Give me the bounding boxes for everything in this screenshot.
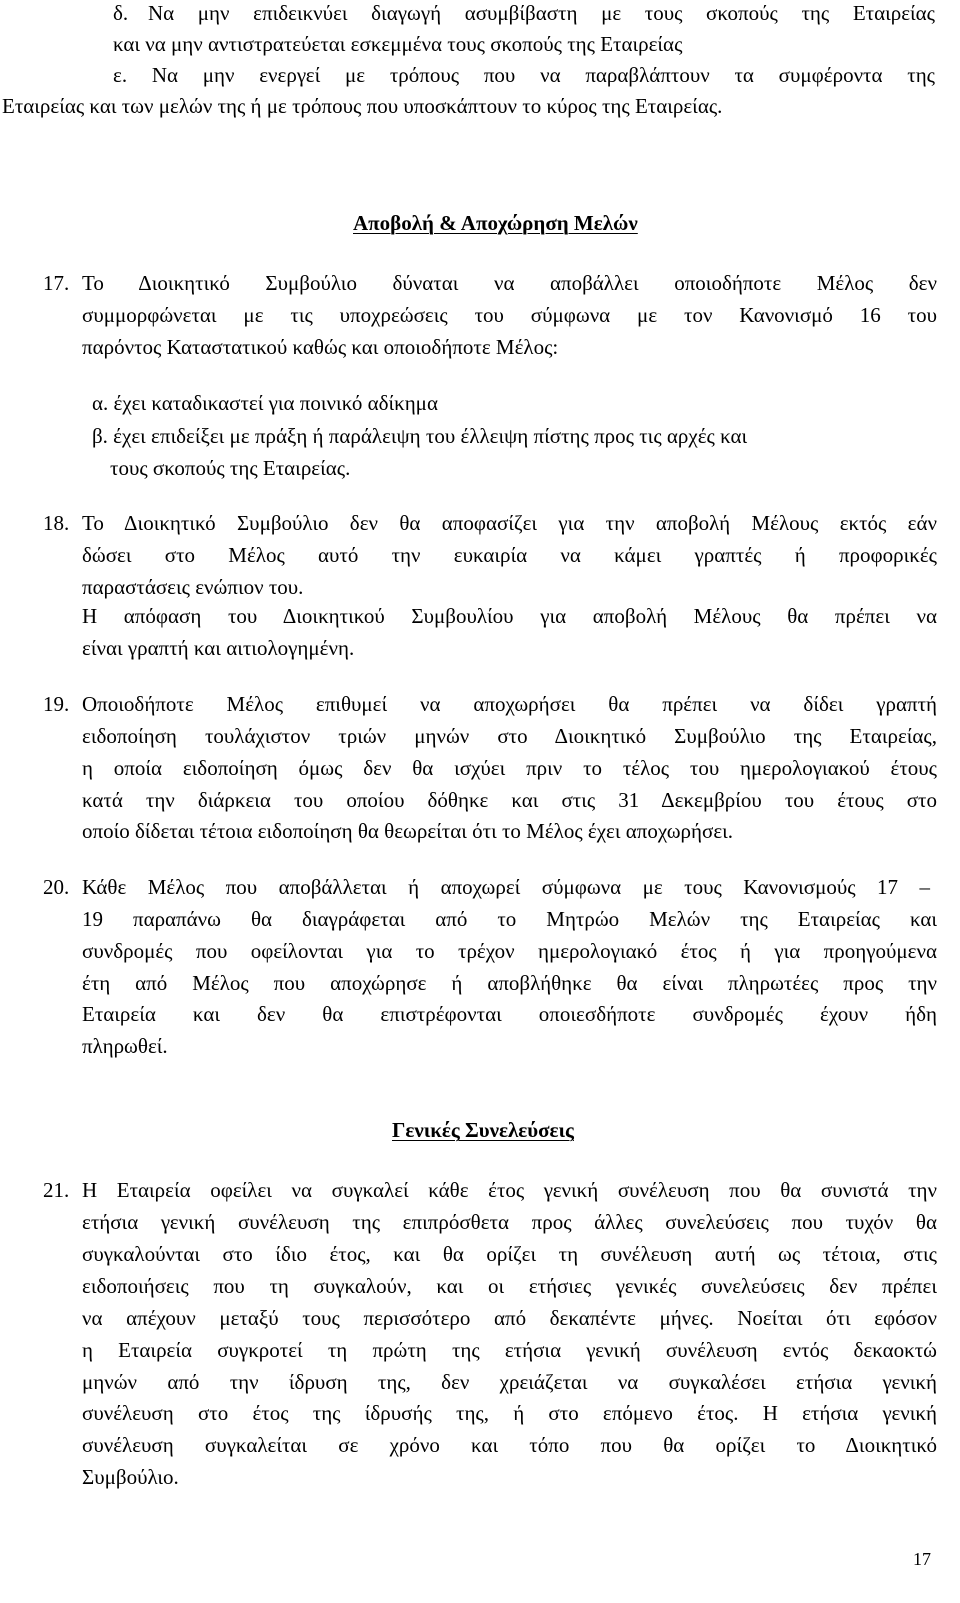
- clause-21-line: η Εταιρεία συγκροτεί τη πρώτη της ετήσια γενική συνέλευση εντός δεκαοκτώ: [82, 1338, 937, 1362]
- clause-19-line: κατά την διάρκεια του οποίου δόθηκε και στις 31 Δεκεμβρίου του έτους στο: [82, 788, 937, 812]
- clause-21-line: συνέλευση συγκαλείται σε χρόνο και τόπο που θα ορίζει το Διοικητικό: [82, 1433, 937, 1457]
- clause-21-line: συνέλευση στο έτος της ίδρυσής της, ή στο επόμενο έτος. Η ετήσια γενική: [82, 1401, 937, 1425]
- item-delta-line1: Να μην επιδεικνύει διαγωγή ασυμβίβαστη με τους σκοπούς της Εταιρείας: [148, 1, 935, 25]
- clause-19-number: 19.: [43, 692, 70, 716]
- clause-19-line: ειδοποίηση τουλάχιστον τριών μηνών στο Διοικητικό Συμβούλιο της Εταιρείας,: [82, 724, 937, 748]
- clause-17-number: 17.: [43, 271, 70, 295]
- clause-21-line: Η Εταιρεία οφείλει να συγκαλεί κάθε έτος γενική συνέλευση που θα συνιστά την: [82, 1178, 937, 1202]
- clause-21-line: μηνών από την ίδρυση της, δεν χρειάζεται να συγκαλέσει ετήσια γενική: [82, 1370, 937, 1394]
- clause-20-line: 19 παραπάνω θα διαγράφεται από το Μητρώο Μελών της Εταιρείας και: [82, 907, 937, 931]
- clause-21-line: ετήσια γενική συνέλευση της επιπρόσθετα προς άλλες συνελεύσεις που τυχόν θα: [82, 1210, 937, 1234]
- clause-21-line: να απέχουν μεταξύ τους περισσότερο από δεκαπέντε μήνες. Νοείται ότι εφόσον: [82, 1306, 937, 1330]
- clause-18-line: Η απόφαση του Διοικητικού Συμβουλίου για αποβολή Μέλους θα πρέπει να: [82, 604, 937, 628]
- clause-18-line: είναι γραπτή και αιτιολογημένη.: [82, 636, 355, 660]
- clause-21-line: συγκαλούνται στο ίδιο έτος, και θα ορίζει τη συνέλευση αυτή ως τέτοια, στις: [82, 1242, 937, 1266]
- clause-17-item-a: α. έχει καταδικαστεί για ποινικό αδίκημα: [92, 391, 438, 415]
- section-heading-general-meetings: Γενικές Συνελεύσεις: [392, 1118, 574, 1142]
- clause-20-line: συνδρομές που οφείλονται για το τρέχον ημερολογιακό έτος ή για προηγούμενα: [82, 939, 937, 963]
- clause-21-number: 21.: [43, 1178, 70, 1202]
- clause-17-line: παρόντος Καταστατικού καθώς και οποιοδήποτε Μέλος:: [82, 335, 559, 359]
- clause-17-line: Το Διοικητικό Συμβούλιο δύναται να αποβάλλει οποιοδήποτε Μέλος δεν: [82, 271, 937, 295]
- clause-19-line: η οποία ειδοποίηση όμως δεν θα ισχύει πριν το τέλος του ημερολογιακού έτους: [82, 756, 937, 780]
- clause-18-number: 18.: [43, 511, 70, 535]
- page-number: 17: [913, 1549, 931, 1569]
- clause-20-line: πληρωθεί.: [82, 1034, 168, 1058]
- item-delta-line2: και να μην αντιστρατεύεται εσκεμμένα τους σκοπούς της Εταιρείας: [113, 32, 683, 56]
- clause-19-line: οποίο δίδεται τέτοια ειδοποίηση θα θεωρείται ότι το Μέλος έχει αποχωρήσει.: [82, 819, 734, 843]
- clause-19-line: Οποιοδήποτε Μέλος επιθυμεί να αποχωρήσει θα πρέπει να δίδει γραπτή: [82, 692, 937, 716]
- clause-20-line: Κάθε Μέλος που αποβάλλεται ή αποχωρεί σύμφωνα με τους Κανονισμούς 17 –: [82, 875, 930, 899]
- section-heading-expulsion: Αποβολή & Αποχώρηση Μελών: [353, 211, 638, 235]
- clause-21-line: Συμβούλιο.: [82, 1465, 179, 1489]
- clause-17-item-b: β. έχει επιδείξει με πράξη ή παράλειψη του έλλειψη πίστης προς τις αρχές και: [92, 424, 748, 448]
- clause-18-line: παραστάσεις ενώπιον του.: [82, 575, 304, 599]
- item-epsilon-line2: Εταιρείας και των μελών της ή με τρόπους που υποσκάπτουν το κύρος της Εταιρείας.: [2, 94, 723, 118]
- item-epsilon-line1: ε. Να μην ενεργεί με τρόπους που να παραβλάπτουν τα συμφέροντα της: [113, 63, 935, 87]
- clause-20-line: Εταιρεία και δεν θα επιστρέφονται οποιεσδήποτε συνδρομές έχουν ήδη: [82, 1002, 937, 1026]
- clause-17-line: συμμορφώνεται με τις υποχρεώσεις του σύμφωνα με τον Κανονισμό 16 του: [82, 303, 937, 327]
- clause-20-number: 20.: [43, 875, 70, 899]
- item-delta-marker: δ.: [113, 1, 129, 25]
- clause-17-item-b-cont: τους σκοπούς της Εταιρείας.: [110, 456, 351, 480]
- clause-18-line: Το Διοικητικό Συμβούλιο δεν θα αποφασίζει για την αποβολή Μέλους εκτός εάν: [82, 511, 937, 535]
- clause-21-line: ειδοποιήσεις που τη συγκαλούν, και οι ετήσιες γενικές συνελεύσεις δεν πρέπει: [82, 1274, 937, 1298]
- clause-20-line: έτη από Μέλος που αποχώρησε ή αποβλήθηκε θα είναι πληρωτέες προς την: [82, 971, 937, 995]
- clause-18-line: δώσει στο Μέλος αυτό την ευκαιρία να κάμει γραπτές ή προφορικές: [82, 543, 937, 567]
